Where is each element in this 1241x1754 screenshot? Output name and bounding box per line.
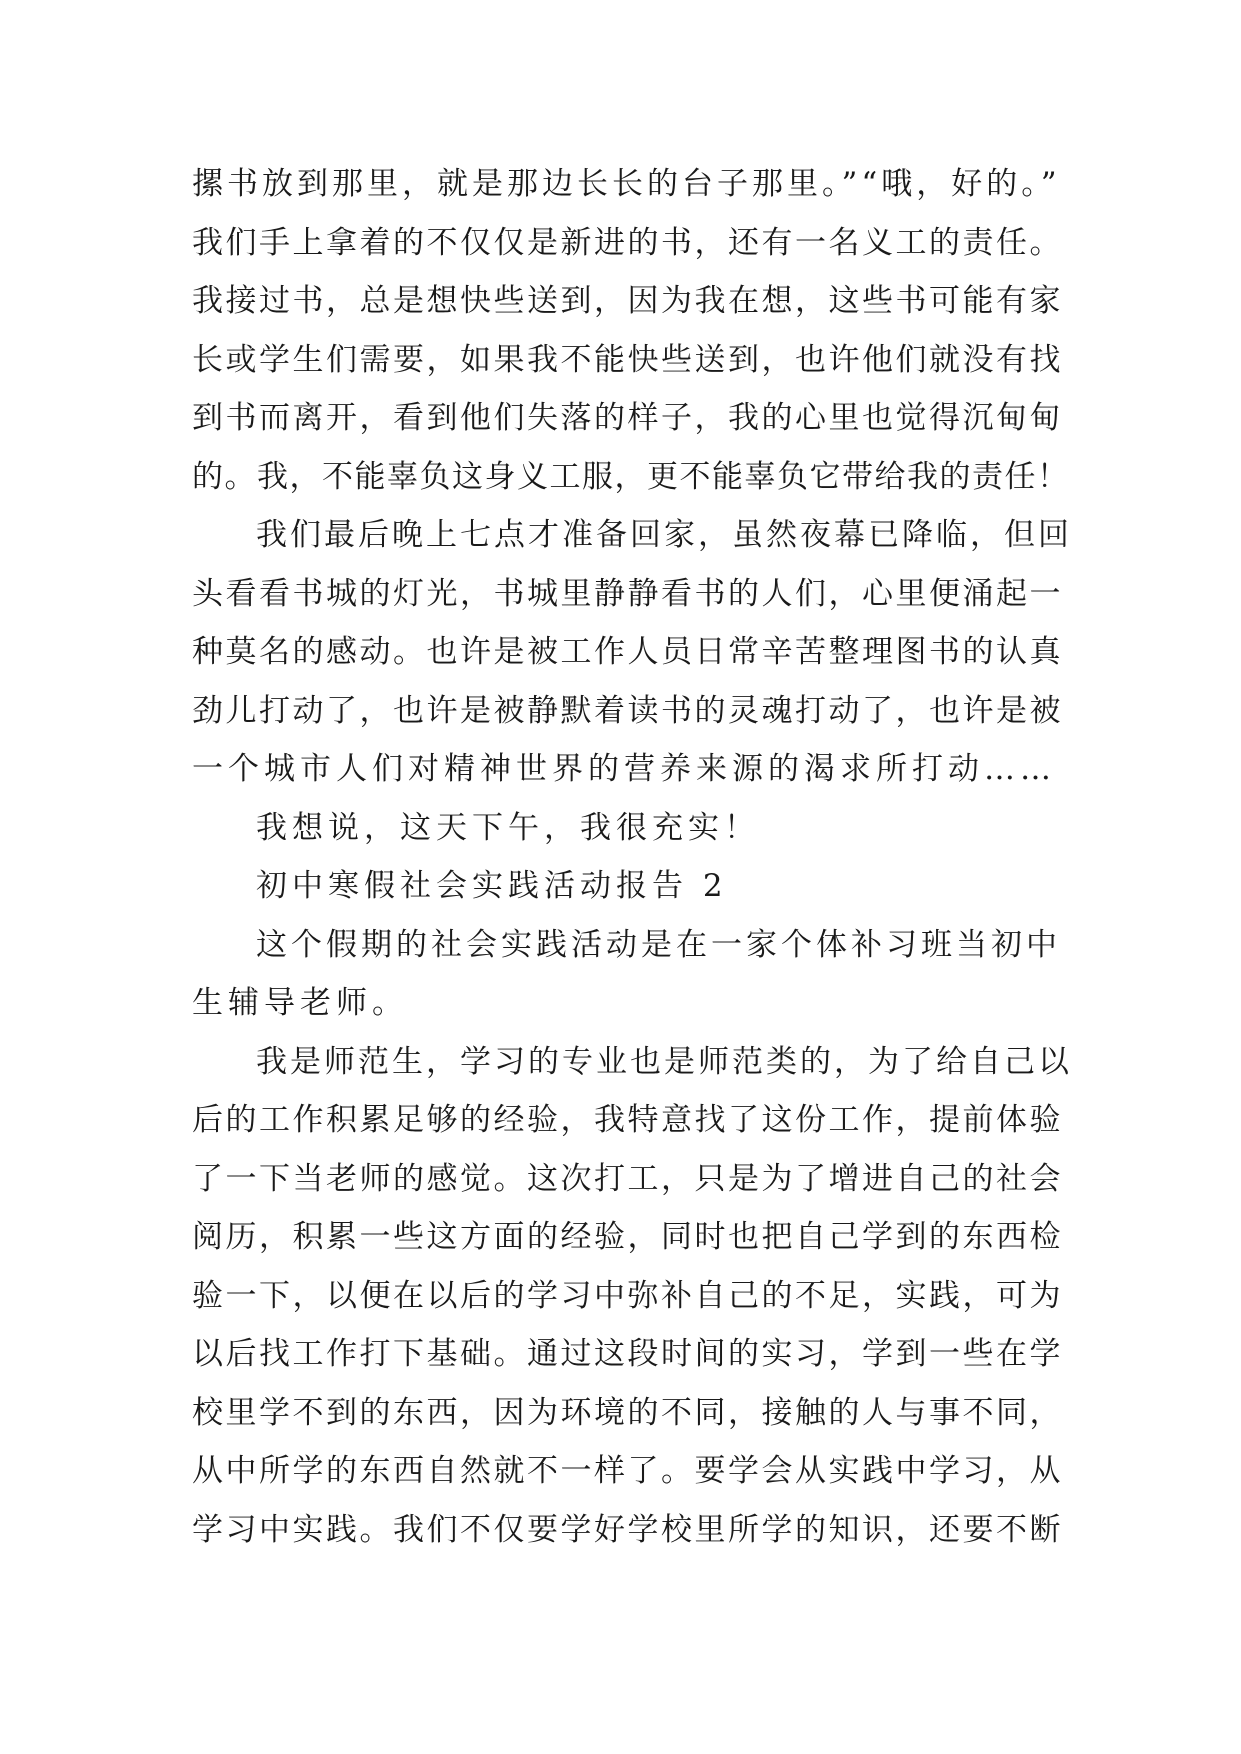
text-line: 后的工作积累足够的经验，我特意找了这份工作，提前体验 [192,1102,1063,1138]
text-line: 到书而离开，看到他们失落的样子，我的心里也觉得沉甸甸 [192,400,1063,436]
text-line: 验一下，以便在以后的学习中弥补自己的不足，实践，可为 [192,1277,1063,1314]
text-line: 我接过书，总是想快些送到，因为我在想，这些书可能有家 [192,283,1063,319]
text-line: 了一下当老师的感觉。这次打工，只是为了增进自己的社会 [192,1160,1063,1197]
text-line: 头看看书城的灯光，书城里静静看书的人们，心里便涌起一 [192,575,1063,612]
text-line: 摞书放到那里，就是那边长长的台子那里。”“哦，好的。” [192,166,1061,202]
text-line: 种莫名的感动。也许是被工作人员日常辛苦整理图书的认真 [192,634,1063,670]
text-line: 阅历，积累一些这方面的经验，同时也把自己学到的东西检 [192,1219,1063,1255]
text-line: 学习中实践。我们不仅要学好学校里所学的知识，还要不断 [192,1511,1063,1548]
text-line: 以后找工作打下基础。通过这段时间的实习，学到一些在学 [192,1336,1063,1372]
text-line: 生辅导老师。 [192,985,408,1021]
text-line: 长或学生们需要，如果我不能快些送到，也许他们就没有找 [192,341,1063,378]
text-line: 我们最后晚上七点才准备回家，虽然夜幕已降临，但回 [256,517,1072,553]
text-line: 劲儿打动了，也许是被静默着读书的灵魂打动了，也许是被 [192,692,1063,729]
text-line: 我们手上拿着的不仅仅是新进的书，还有一名义工的责任。 [192,224,1063,261]
text-line: 我想说，这天下午，我很充实！ [256,809,760,846]
text-line: 我是师范生，学习的专业也是师范类的，为了给自己以 [256,1043,1072,1080]
text-line: 的。我，不能辜负这身义工服，更不能辜负它带给我的责任！ [192,458,1070,495]
text-line: 一个城市人们对精神世界的营养来源的渴求所打动…… [192,751,1056,787]
text-line: 初中寒假社会实践活动报告 2 [256,868,728,904]
text-line: 这个假期的社会实践活动是在一家个体补习班当初中 [256,926,1061,963]
text-line: 从中所学的东西自然就不一样了。要学会从实践中学习，从 [192,1453,1063,1489]
text-line: 校里学不到的东西，因为环境的不同，接触的人与事不同， [192,1394,1063,1431]
document-body [192,155,1072,1559]
